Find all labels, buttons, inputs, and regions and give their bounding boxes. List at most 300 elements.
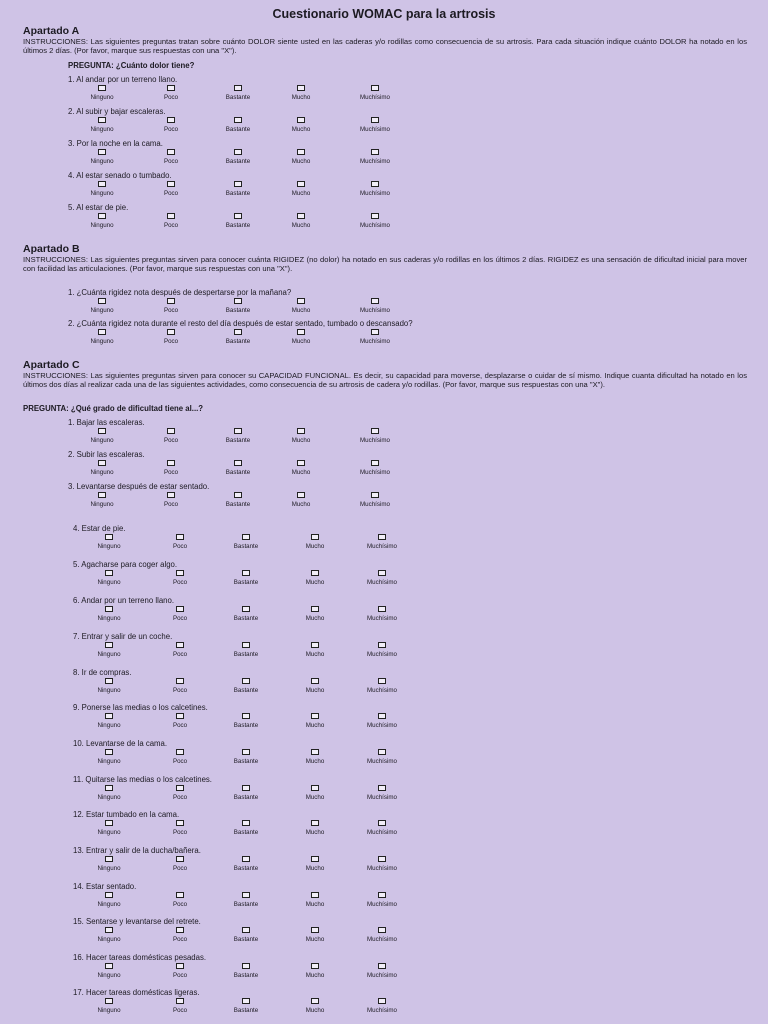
answer-checkbox[interactable] <box>234 85 242 91</box>
answer-checkbox[interactable] <box>378 570 386 576</box>
answer-option <box>271 117 331 133</box>
answer-checkbox[interactable] <box>371 149 379 155</box>
section-a-prompt: PREGUNTA: ¿Cuánto dolor tiene? <box>68 61 195 70</box>
answer-option <box>72 213 132 229</box>
answer-checkbox[interactable] <box>234 181 242 187</box>
question-text: 4. Estar de pie. <box>73 524 126 533</box>
answer-label: Poco <box>172 865 188 872</box>
answer-option <box>216 856 276 872</box>
answer-option <box>216 642 276 658</box>
answer-option <box>345 298 405 314</box>
answer-checkbox[interactable] <box>176 998 184 1004</box>
answer-option <box>150 642 210 658</box>
answer-option <box>79 927 139 943</box>
answer-checkbox[interactable] <box>98 428 106 434</box>
answer-label: Ninguno <box>97 651 121 658</box>
answer-option <box>150 785 210 801</box>
answer-option <box>352 642 412 658</box>
answer-label: Muchísimo <box>360 307 390 314</box>
answer-checkbox[interactable] <box>105 749 113 755</box>
answer-label: Muchísimo <box>367 543 397 550</box>
answer-label: Poco <box>163 190 179 197</box>
question-item <box>0 632 768 664</box>
answer-checkbox[interactable] <box>311 570 319 576</box>
answer-checkbox[interactable] <box>176 927 184 933</box>
answer-checkbox[interactable] <box>167 149 175 155</box>
answer-option <box>285 678 345 694</box>
answer-option <box>72 329 132 345</box>
answer-checkbox[interactable] <box>98 85 106 91</box>
answer-option <box>208 213 268 229</box>
answer-checkbox[interactable] <box>167 213 175 219</box>
answer-checkbox[interactable] <box>98 460 106 466</box>
answer-checkbox[interactable] <box>98 492 106 498</box>
answer-label: Bastante <box>233 829 259 836</box>
answer-label: Ninguno <box>90 437 114 444</box>
answer-label: Bastante <box>225 158 251 165</box>
answer-label: Ninguno <box>97 972 121 979</box>
answer-option <box>79 785 139 801</box>
answer-checkbox[interactable] <box>371 117 379 123</box>
answer-label: Muchísimo <box>367 758 397 765</box>
answer-option <box>208 492 268 508</box>
answer-label: Ninguno <box>97 901 121 908</box>
answer-checkbox[interactable] <box>297 117 305 123</box>
answer-option <box>285 820 345 836</box>
question-text: 7. Entrar y salir de un coche. <box>73 632 173 641</box>
answer-label: Mucho <box>305 865 325 872</box>
answer-label: Ninguno <box>90 338 114 345</box>
answer-checkbox[interactable] <box>105 892 113 898</box>
answer-checkbox[interactable] <box>297 492 305 498</box>
answer-checkbox[interactable] <box>105 570 113 576</box>
answer-checkbox[interactable] <box>167 117 175 123</box>
question-item <box>0 775 768 807</box>
answer-option <box>216 606 276 622</box>
answer-option <box>285 713 345 729</box>
answer-checkbox[interactable] <box>234 492 242 498</box>
answer-option <box>216 892 276 908</box>
answer-checkbox[interactable] <box>105 820 113 826</box>
answer-label: Mucho <box>305 543 325 550</box>
answer-option <box>79 892 139 908</box>
answer-checkbox[interactable] <box>176 713 184 719</box>
answer-label: Muchísimo <box>367 972 397 979</box>
question-text: 15. Sentarse y levantarse del retrete. <box>73 917 201 926</box>
question-text: 17. Hacer tareas domésticas ligeras. <box>73 988 200 997</box>
answer-label: Ninguno <box>97 543 121 550</box>
answer-checkbox[interactable] <box>297 428 305 434</box>
answer-checkbox[interactable] <box>242 606 250 612</box>
answer-checkbox[interactable] <box>297 298 305 304</box>
answer-option <box>208 298 268 314</box>
answer-option <box>345 117 405 133</box>
answer-checkbox[interactable] <box>311 927 319 933</box>
answer-label: Poco <box>172 615 188 622</box>
question-text: 2. ¿Cuánta rigidez nota durante el resto del día después de estar sentado, tumbado o descansado? <box>68 319 413 328</box>
answer-label: Mucho <box>291 338 311 345</box>
question-item <box>0 171 768 203</box>
answer-label: Muchísimo <box>367 829 397 836</box>
answer-checkbox[interactable] <box>311 713 319 719</box>
answer-option <box>79 998 139 1014</box>
answer-checkbox[interactable] <box>167 460 175 466</box>
answer-option <box>141 329 201 345</box>
answer-option <box>352 963 412 979</box>
question-item <box>0 418 768 450</box>
answer-label: Ninguno <box>97 758 121 765</box>
answer-checkbox[interactable] <box>378 678 386 684</box>
answer-option <box>216 749 276 765</box>
answer-option <box>72 428 132 444</box>
answer-label: Muchísimo <box>367 794 397 801</box>
answer-option <box>216 963 276 979</box>
answer-checkbox[interactable] <box>176 785 184 791</box>
answer-label: Mucho <box>305 936 325 943</box>
answer-label: Mucho <box>305 829 325 836</box>
answer-checkbox[interactable] <box>98 329 106 335</box>
answer-option <box>150 963 210 979</box>
answer-option <box>208 181 268 197</box>
answer-label: Bastante <box>233 758 259 765</box>
answer-checkbox[interactable] <box>371 213 379 219</box>
answer-label: Mucho <box>305 687 325 694</box>
answer-option <box>141 117 201 133</box>
answer-label: Ninguno <box>97 794 121 801</box>
answer-checkbox[interactable] <box>371 460 379 466</box>
answer-option <box>345 181 405 197</box>
answer-option <box>352 998 412 1014</box>
question-item <box>0 882 768 914</box>
question-item <box>0 107 768 139</box>
answer-option <box>285 963 345 979</box>
answer-label: Ninguno <box>90 94 114 101</box>
answer-checkbox[interactable] <box>378 856 386 862</box>
answer-checkbox[interactable] <box>242 820 250 826</box>
answer-checkbox[interactable] <box>234 298 242 304</box>
answer-option <box>285 534 345 550</box>
answer-checkbox[interactable] <box>176 892 184 898</box>
answer-label: Mucho <box>291 158 311 165</box>
answer-label: Bastante <box>233 865 259 872</box>
answer-checkbox[interactable] <box>105 534 113 540</box>
answer-label: Bastante <box>233 687 259 694</box>
answer-option <box>285 749 345 765</box>
answer-checkbox[interactable] <box>311 785 319 791</box>
answer-checkbox[interactable] <box>378 606 386 612</box>
answer-checkbox[interactable] <box>378 534 386 540</box>
answer-option <box>150 892 210 908</box>
answer-label: Muchísimo <box>367 722 397 729</box>
answer-option <box>72 117 132 133</box>
answer-checkbox[interactable] <box>242 534 250 540</box>
answer-option <box>72 460 132 476</box>
answer-option <box>141 298 201 314</box>
answer-option <box>345 329 405 345</box>
answer-label: Poco <box>172 758 188 765</box>
answer-checkbox[interactable] <box>167 298 175 304</box>
answer-checkbox[interactable] <box>311 749 319 755</box>
answer-label: Bastante <box>233 1007 259 1014</box>
answer-checkbox[interactable] <box>297 329 305 335</box>
answer-label: Ninguno <box>97 579 121 586</box>
question-text: 10. Levantarse de la cama. <box>73 739 168 748</box>
answer-checkbox[interactable] <box>105 713 113 719</box>
answer-checkbox[interactable] <box>242 785 250 791</box>
answer-option <box>208 149 268 165</box>
answer-label: Muchísimo <box>360 190 390 197</box>
section-a-heading: Apartado A <box>23 25 80 37</box>
answer-option <box>216 785 276 801</box>
question-item <box>0 668 768 700</box>
answer-checkbox[interactable] <box>371 181 379 187</box>
answer-checkbox[interactable] <box>311 998 319 1004</box>
answer-checkbox[interactable] <box>176 534 184 540</box>
answer-option <box>150 534 210 550</box>
answer-label: Poco <box>172 794 188 801</box>
answer-option <box>285 927 345 943</box>
answer-label: Muchísimo <box>360 94 390 101</box>
answer-checkbox[interactable] <box>176 963 184 969</box>
answer-checkbox[interactable] <box>242 963 250 969</box>
answer-checkbox[interactable] <box>98 181 106 187</box>
answer-checkbox[interactable] <box>105 678 113 684</box>
question-text: 3. Levantarse después de estar sentado. <box>68 482 210 491</box>
answer-label: Ninguno <box>97 865 121 872</box>
question-text: 8. Ir de compras. <box>73 668 132 677</box>
answer-checkbox[interactable] <box>297 460 305 466</box>
question-item <box>0 739 768 771</box>
answer-option <box>79 820 139 836</box>
answer-checkbox[interactable] <box>234 460 242 466</box>
answer-option <box>79 856 139 872</box>
question-text: 14. Estar sentado. <box>73 882 137 891</box>
answer-option <box>79 534 139 550</box>
answer-checkbox[interactable] <box>98 117 106 123</box>
answer-checkbox[interactable] <box>378 927 386 933</box>
answer-checkbox[interactable] <box>242 642 250 648</box>
answer-checkbox[interactable] <box>297 149 305 155</box>
answer-checkbox[interactable] <box>311 963 319 969</box>
answer-checkbox[interactable] <box>371 329 379 335</box>
answer-checkbox[interactable] <box>167 85 175 91</box>
answer-label: Poco <box>172 579 188 586</box>
answer-checkbox[interactable] <box>311 534 319 540</box>
answer-option <box>150 678 210 694</box>
answer-label: Mucho <box>305 758 325 765</box>
answer-label: Ninguno <box>97 687 121 694</box>
answer-checkbox[interactable] <box>297 213 305 219</box>
question-text: 5. Agacharse para coger algo. <box>73 560 178 569</box>
answer-label: Ninguno <box>90 190 114 197</box>
answer-label: Poco <box>172 1007 188 1014</box>
answer-checkbox[interactable] <box>105 606 113 612</box>
answer-label: Muchísimo <box>367 579 397 586</box>
question-item <box>0 810 768 842</box>
answer-label: Poco <box>163 437 179 444</box>
answer-label: Poco <box>172 722 188 729</box>
answer-checkbox[interactable] <box>242 998 250 1004</box>
answer-option <box>345 149 405 165</box>
answer-checkbox[interactable] <box>311 606 319 612</box>
section-c-prompt: PREGUNTA: ¿Qué grado de dificultad tiene al...? <box>23 404 204 413</box>
answer-label: Bastante <box>233 794 259 801</box>
question-item <box>0 203 768 235</box>
answer-checkbox[interactable] <box>242 713 250 719</box>
answer-checkbox[interactable] <box>297 85 305 91</box>
answer-option <box>216 713 276 729</box>
answer-checkbox[interactable] <box>105 642 113 648</box>
answer-checkbox[interactable] <box>242 749 250 755</box>
answer-checkbox[interactable] <box>378 998 386 1004</box>
answer-checkbox[interactable] <box>105 963 113 969</box>
answer-option <box>216 678 276 694</box>
answer-option <box>208 117 268 133</box>
answer-option <box>141 85 201 101</box>
answer-checkbox[interactable] <box>242 856 250 862</box>
answer-checkbox[interactable] <box>234 428 242 434</box>
answer-option <box>208 329 268 345</box>
answer-checkbox[interactable] <box>176 570 184 576</box>
section-b-heading: Apartado B <box>23 243 80 255</box>
answer-checkbox[interactable] <box>371 85 379 91</box>
answer-checkbox[interactable] <box>378 642 386 648</box>
answer-label: Poco <box>163 222 179 229</box>
answer-label: Poco <box>163 501 179 508</box>
answer-label: Muchísimo <box>360 126 390 133</box>
answer-checkbox[interactable] <box>242 927 250 933</box>
answer-checkbox[interactable] <box>297 181 305 187</box>
question-text: 9. Ponerse las medias o los calcetines. <box>73 703 208 712</box>
answer-option <box>150 749 210 765</box>
answer-option <box>79 678 139 694</box>
answer-checkbox[interactable] <box>105 785 113 791</box>
answer-checkbox[interactable] <box>371 428 379 434</box>
answer-checkbox[interactable] <box>176 749 184 755</box>
answer-option <box>352 927 412 943</box>
answer-checkbox[interactable] <box>167 329 175 335</box>
answer-label: Mucho <box>305 901 325 908</box>
question-item <box>0 319 768 351</box>
answer-label: Ninguno <box>90 307 114 314</box>
answer-checkbox[interactable] <box>242 892 250 898</box>
answer-checkbox[interactable] <box>378 892 386 898</box>
question-text: 5. Al estar de pie. <box>68 203 129 212</box>
answer-checkbox[interactable] <box>242 678 250 684</box>
answer-checkbox[interactable] <box>176 856 184 862</box>
question-item <box>0 450 768 482</box>
answer-option <box>150 820 210 836</box>
answer-option <box>150 570 210 586</box>
answer-checkbox[interactable] <box>105 927 113 933</box>
answer-checkbox[interactable] <box>371 298 379 304</box>
answer-label: Mucho <box>291 126 311 133</box>
answer-checkbox[interactable] <box>378 963 386 969</box>
answer-option <box>79 749 139 765</box>
answer-checkbox[interactable] <box>167 428 175 434</box>
question-text: 1. Bajar las escaleras. <box>68 418 145 427</box>
question-text: 6. Andar por un terreno llano. <box>73 596 174 605</box>
answer-option <box>208 428 268 444</box>
answer-option <box>285 606 345 622</box>
question-text: 11. Quitarse las medias o los calcetines. <box>73 775 212 784</box>
answer-label: Muchísimo <box>360 338 390 345</box>
answer-label: Mucho <box>305 794 325 801</box>
answer-label: Bastante <box>233 936 259 943</box>
answer-label: Ninguno <box>97 936 121 943</box>
answer-option <box>216 927 276 943</box>
answer-checkbox[interactable] <box>167 181 175 187</box>
answer-label: Mucho <box>305 651 325 658</box>
answer-checkbox[interactable] <box>167 492 175 498</box>
answer-checkbox[interactable] <box>378 713 386 719</box>
answer-label: Poco <box>172 687 188 694</box>
question-item <box>0 139 768 171</box>
answer-checkbox[interactable] <box>176 678 184 684</box>
answer-option <box>141 213 201 229</box>
answer-checkbox[interactable] <box>234 329 242 335</box>
answer-checkbox[interactable] <box>311 892 319 898</box>
answer-label: Mucho <box>305 579 325 586</box>
question-item <box>0 560 768 592</box>
answer-checkbox[interactable] <box>176 606 184 612</box>
answer-option <box>79 713 139 729</box>
answer-label: Muchísimo <box>360 437 390 444</box>
answer-checkbox[interactable] <box>98 149 106 155</box>
answer-label: Muchísimo <box>367 615 397 622</box>
answer-checkbox[interactable] <box>371 492 379 498</box>
answer-option <box>216 570 276 586</box>
answer-checkbox[interactable] <box>311 820 319 826</box>
question-item <box>0 703 768 735</box>
question-text: 1. ¿Cuánta rigidez nota después de despertarse por la mañana? <box>68 288 292 297</box>
answer-option <box>352 678 412 694</box>
answer-label: Bastante <box>225 437 251 444</box>
answer-checkbox[interactable] <box>105 998 113 1004</box>
answer-label: Bastante <box>225 190 251 197</box>
answer-checkbox[interactable] <box>378 820 386 826</box>
answer-label: Mucho <box>291 94 311 101</box>
question-item <box>0 846 768 878</box>
answer-option <box>352 606 412 622</box>
answer-checkbox[interactable] <box>378 785 386 791</box>
question-text: 13. Entrar y salir de la ducha/bañera. <box>73 846 201 855</box>
answer-option <box>141 428 201 444</box>
answer-checkbox[interactable] <box>98 213 106 219</box>
answer-option <box>352 892 412 908</box>
answer-checkbox[interactable] <box>105 856 113 862</box>
question-text: 2. Al subir y bajar escaleras. <box>68 107 166 116</box>
answer-checkbox[interactable] <box>311 642 319 648</box>
answer-label: Poco <box>163 94 179 101</box>
answer-option <box>345 492 405 508</box>
answer-label: Mucho <box>305 722 325 729</box>
answer-checkbox[interactable] <box>378 749 386 755</box>
answer-checkbox[interactable] <box>311 856 319 862</box>
answer-option <box>79 570 139 586</box>
answer-option <box>271 85 331 101</box>
answer-checkbox[interactable] <box>176 642 184 648</box>
answer-label: Mucho <box>291 190 311 197</box>
answer-checkbox[interactable] <box>242 570 250 576</box>
answer-checkbox[interactable] <box>234 149 242 155</box>
answer-checkbox[interactable] <box>98 298 106 304</box>
answer-checkbox[interactable] <box>176 820 184 826</box>
answer-checkbox[interactable] <box>311 678 319 684</box>
answer-checkbox[interactable] <box>234 117 242 123</box>
answer-checkbox[interactable] <box>234 213 242 219</box>
answer-label: Bastante <box>233 651 259 658</box>
